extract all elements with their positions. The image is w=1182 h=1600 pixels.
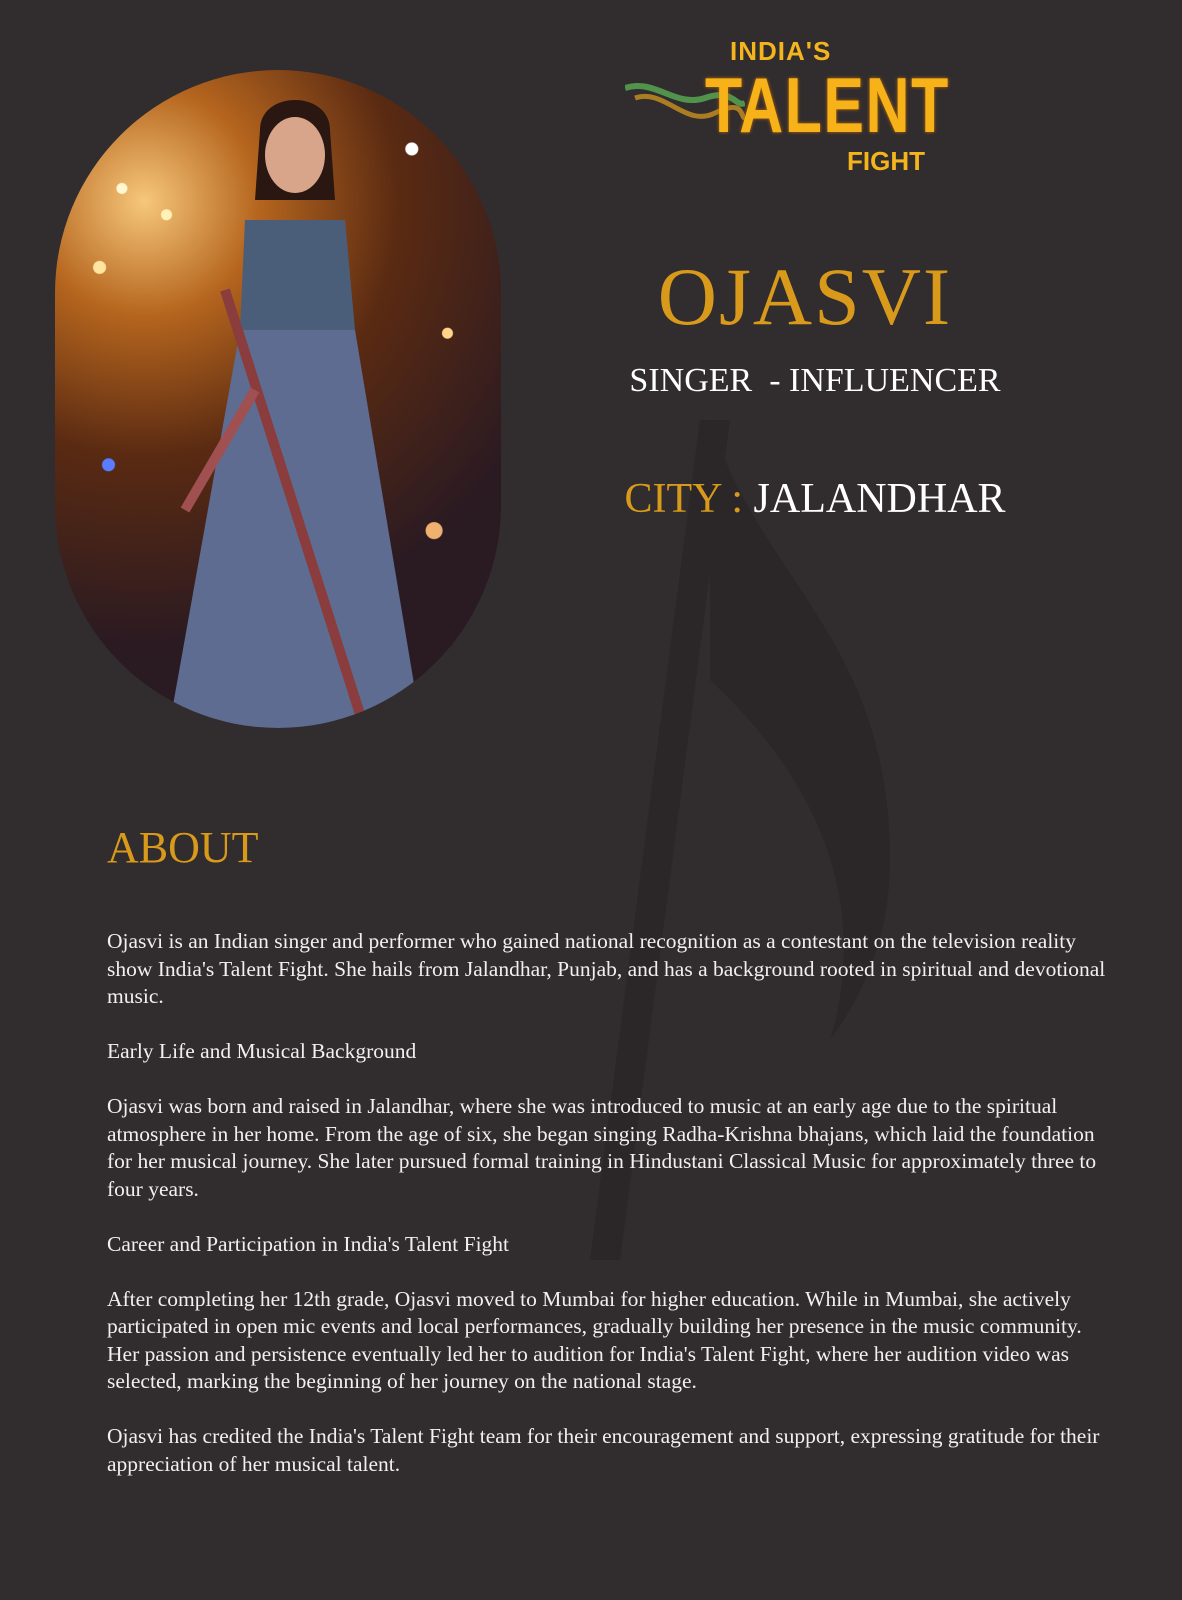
logo-line3: FIGHT xyxy=(847,146,925,176)
about-paragraph: Ojasvi was born and raised in Jalandhar, where she was introduced to music at an early age due to the spiritual atmosphere in her home. From the age of six, she began singing Radha-Krishna bhajans, which laid the foundation for her musical journey. She later pursued formal training in Hindustani Classical Music for approximately three to four years. xyxy=(107,1094,1097,1201)
about-body xyxy=(107,928,1107,1506)
logo-line2: TALENT xyxy=(705,61,950,149)
person-figure xyxy=(165,90,425,728)
profile-role: SINGER - INFLUENCER xyxy=(629,362,1001,399)
profile-photo xyxy=(55,70,501,728)
city-label: CITY : xyxy=(624,476,744,522)
profile-name: OJASVI xyxy=(657,251,953,342)
logo-line1: INDIA'S xyxy=(730,36,832,66)
about-paragraph: Ojasvi is an Indian singer and performer who gained national recognition as a contestant on the television reality show India's Talent Fight. She hails from Jalandhar, Punjab, and has a background rooted in spiritual and devotional music. xyxy=(107,929,1106,1008)
about-paragraph: Ojasvi has credited the India's Talent Fight team for their encouragement and support, expressing gratitude for their appreciation of her musical talent. xyxy=(107,1424,1100,1476)
about-paragraph: After completing her 12th grade, Ojasvi moved to Mumbai for higher education. While in Mumbai, she actively participated in open mic events and local performances, gradually building her presence in the music community. Her passion and persistence eventually led her to audition for India's Talent Fight, where her audition video was selected, marking the beginning of her journey on the national stage. xyxy=(107,1286,1082,1393)
section-subheading: Career and Participation in India's Talent Fight xyxy=(107,1231,510,1256)
profile-city xyxy=(590,475,1040,523)
city-value: JALANDHAR xyxy=(753,476,1006,522)
indias-talent-fight-logo xyxy=(625,36,950,178)
about-heading: ABOUT xyxy=(107,823,259,872)
section-subheading: Early Life and Musical Background xyxy=(107,1039,417,1063)
